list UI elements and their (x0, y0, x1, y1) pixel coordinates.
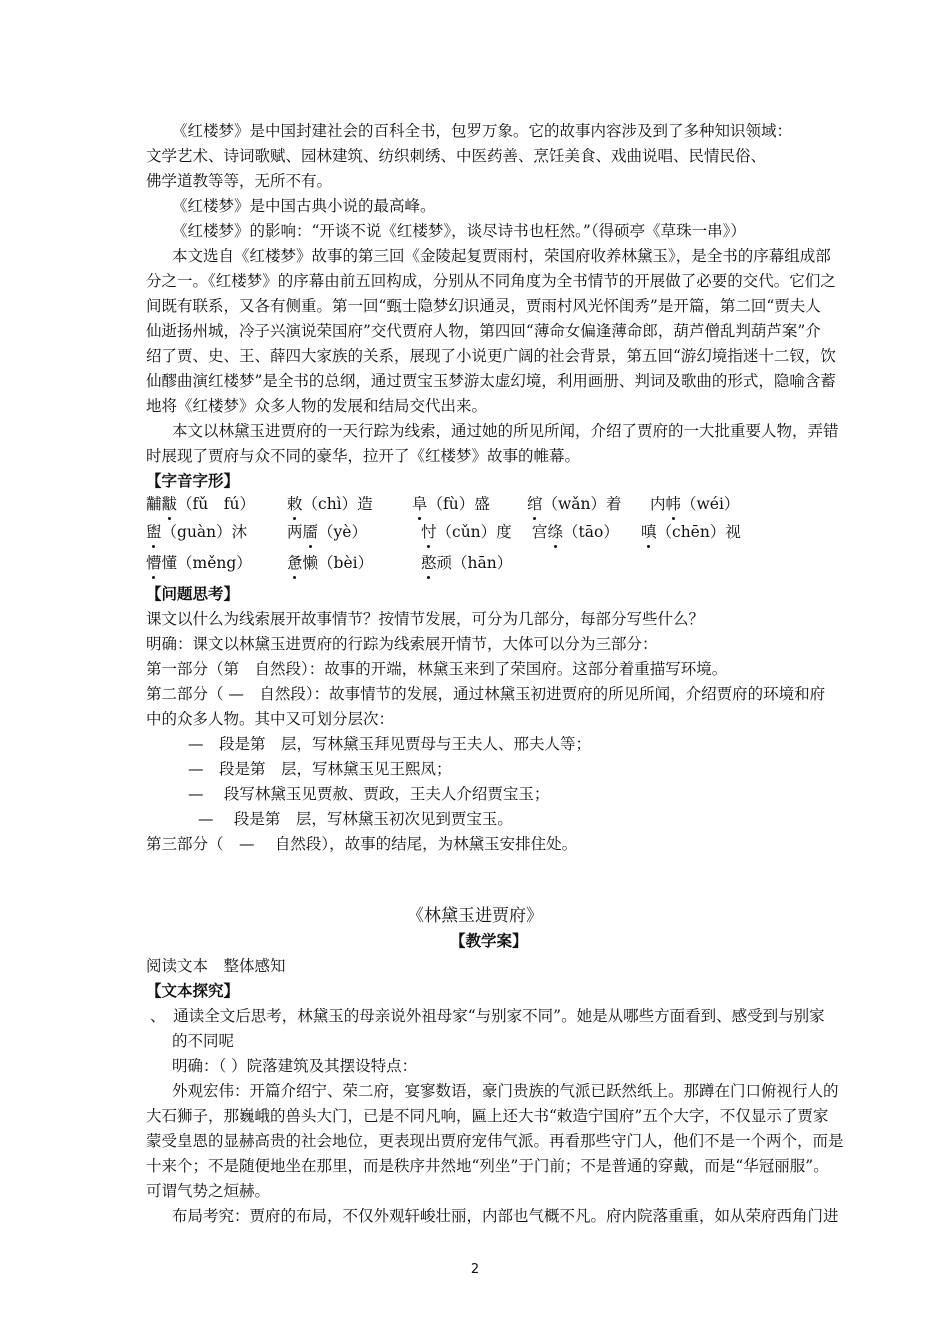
explore-item-cont: 的不同呢 (172, 1032, 235, 1050)
pron-item: 宫绦（tāo） (532, 523, 619, 541)
section-heading-questions: 【问题思考】 (146, 584, 240, 603)
part-one: 第一部分（第 自然段）：故事的开端，林黛玉来到了荣国府。这部分着重描写环境。 (146, 660, 728, 678)
pron-item: 憨顽（hān） (421, 554, 513, 572)
paragraph-line: 可谓气势之烜赫。 (146, 1182, 271, 1200)
explore-item: 、 通读全文后思考，林黛玉的母亲说外祖母家“与别家不同”。她是从哪些方面看到、感受到与别家 (150, 1007, 825, 1025)
paragraph-line: 蒙受皇恩的显赫高贵的社会地位，更表现出贾府宠伟气派。再看那些守门人，他们不是一个两个，而是 (146, 1132, 844, 1150)
section-heading-explore: 【文本探究】 (146, 981, 240, 1000)
pron-item: 内帏（wéi） (650, 495, 740, 513)
subsection: — 段是第 层，写林黛玉拜见贾母与王夫人、邢夫人等； (188, 735, 592, 753)
pron-item: 盥（guàn）沐 (146, 523, 248, 541)
subsection: — 段是第 层，写林黛玉见王熙凤； (188, 760, 452, 778)
paragraph-line: 十来个；不是随便地坐在那里，而是秩序井然地“列坐”于门前；不是普通的穿戴，而是“华冠丽服”。 (146, 1157, 829, 1175)
section-heading-pronunciation: 【字音字形】 (146, 471, 240, 490)
paragraph-line: 绍了贾、史、王、薛四大家族的关系，展现了小说更广阔的社会背景，第五回“游幻境指迷十二钗，饮 (146, 347, 836, 365)
reading-heading: 阅读文本 整体感知 (146, 957, 286, 975)
paragraph-line: 文学艺术、诗词歌赋、园林建筑、纺织刺绣、中医药善、烹饪美食、戏曲说唱、民情民俗、 (146, 147, 767, 165)
pron-item: 阜（fù）盛 (412, 495, 490, 513)
paragraph-line: 仙逝扬州城，冷子兴演说荣国府”交代贾府人物，第四回“薄命女偏逢薄命郎，葫芦僧乱判葫芦案”介 (146, 322, 821, 340)
lesson-subtitle: 【教学案】 (450, 931, 528, 950)
paragraph-line: 《红楼梦》的影响：“开谈不说《红楼梦》，谈尽诗书也枉然。”（得硕亭《草珠一串》） (172, 222, 746, 240)
part-three: 第三部分（ — 自然段），故事的结尾，为林黛玉安排住处。 (146, 835, 578, 853)
paragraph-line: 本文以林黛玉进贾府的一天行踪为线索，通过她的所见所闻，介绍了贾府的一大批重要人物，弄错 (172, 422, 839, 440)
lesson-title: 《林黛玉进贾府》 (407, 906, 543, 926)
paragraph-line: 地将《红楼梦》众多人物的发展和结局交代出来。 (146, 397, 488, 415)
paragraph-line: 《红楼梦》是中国古典小说的最高峰。 (172, 197, 436, 215)
paragraph-line: 《红楼梦》是中国封建社会的百科全书，包罗万象。它的故事内容涉及到了多种知识领域： (172, 122, 793, 140)
paragraph-line: 分之一。《红楼梦》的序幕由前五回构成，分别从不同角度为全书情节的开展做了必要的交代。它们之 (146, 272, 836, 290)
paragraph-line: 时展现了贾府与众不同的豪华，拉开了《红楼梦》故事的帷幕。 (146, 447, 581, 465)
pron-item: 绾（wǎn）着 (527, 495, 622, 513)
pron-item: 懵懂（měng） (146, 554, 252, 572)
paragraph-line: 外观宏伟：开篇介绍宁、荣二府，宴寥数语，豪门贵族的气派已跃然纸上。那蹲在门口俯视行人的 (172, 1082, 839, 1100)
paragraph-line: 间既有联系，又各有侧重。第一回“甄士隐梦幻识通灵，贾雨村风光怀闺秀”是开篇，第二回“贾夫人 (146, 297, 821, 315)
pron-item: 嗔（chēn）视 (641, 523, 741, 541)
question-text: 课文以什么为线索展开故事情节？按情节发展，可分为几部分，每部分写些什么？ (146, 610, 705, 628)
paragraph-line: 布局考究：贾府的布局，不仅外观轩峻壮丽，内部也气概不凡。府内院落重重，如从荣府西角门进 (172, 1207, 839, 1225)
pron-item: 黼黻（fǔ fú） (146, 495, 255, 513)
answer-text: 明确：课文以林黛玉进贾府的行踪为线索展开情节，大体可以分为三部分： (146, 635, 658, 653)
paragraph-line: 大石狮子，那巍峨的兽头大门，已是不同凡响，匾上还大书“敕造宁国府”五个大字，不仅显示了贾家 (146, 1107, 829, 1125)
subsection: — 段是第 层，写林黛玉初次见到贾宝玉。 (198, 810, 513, 828)
paragraph-line: 仙醪曲演红楼梦”是全书的总纲，通过贾宝玉梦游太虚幻境，利用画册、判词及歌曲的形式，隐喻含蓄 (146, 372, 836, 390)
explore-answer: 明确：（ ）院落建筑及其摆设特点： (172, 1057, 418, 1075)
page-number: 2 (470, 1262, 480, 1277)
pron-item: 两靥（yè） (287, 523, 367, 541)
pron-item: 惫懒（bèi） (287, 554, 374, 572)
paragraph-line: 本文选自《红楼梦》故事的第三回《金陵起复贾雨村，荣国府收养林黛玉》，是全书的序幕组成部 (172, 247, 831, 265)
part-two: 第二部分（ — 自然段）：故事情节的发展，通过林黛玉初进贾府的所见所闻，介绍贾府的环境和府 (146, 685, 826, 703)
subsection: — 段写林黛玉见贾赦、贾政，王夫人介绍贾宝玉； (188, 785, 550, 803)
part-two-cont: 中的众多人物。其中又可划分层次： (146, 710, 395, 728)
pron-item: 敕（chì）造 (287, 495, 373, 513)
paragraph-line: 佛学道教等等，无所不有。 (146, 172, 333, 190)
pron-item: 忖（cǔn）度 (421, 523, 512, 541)
